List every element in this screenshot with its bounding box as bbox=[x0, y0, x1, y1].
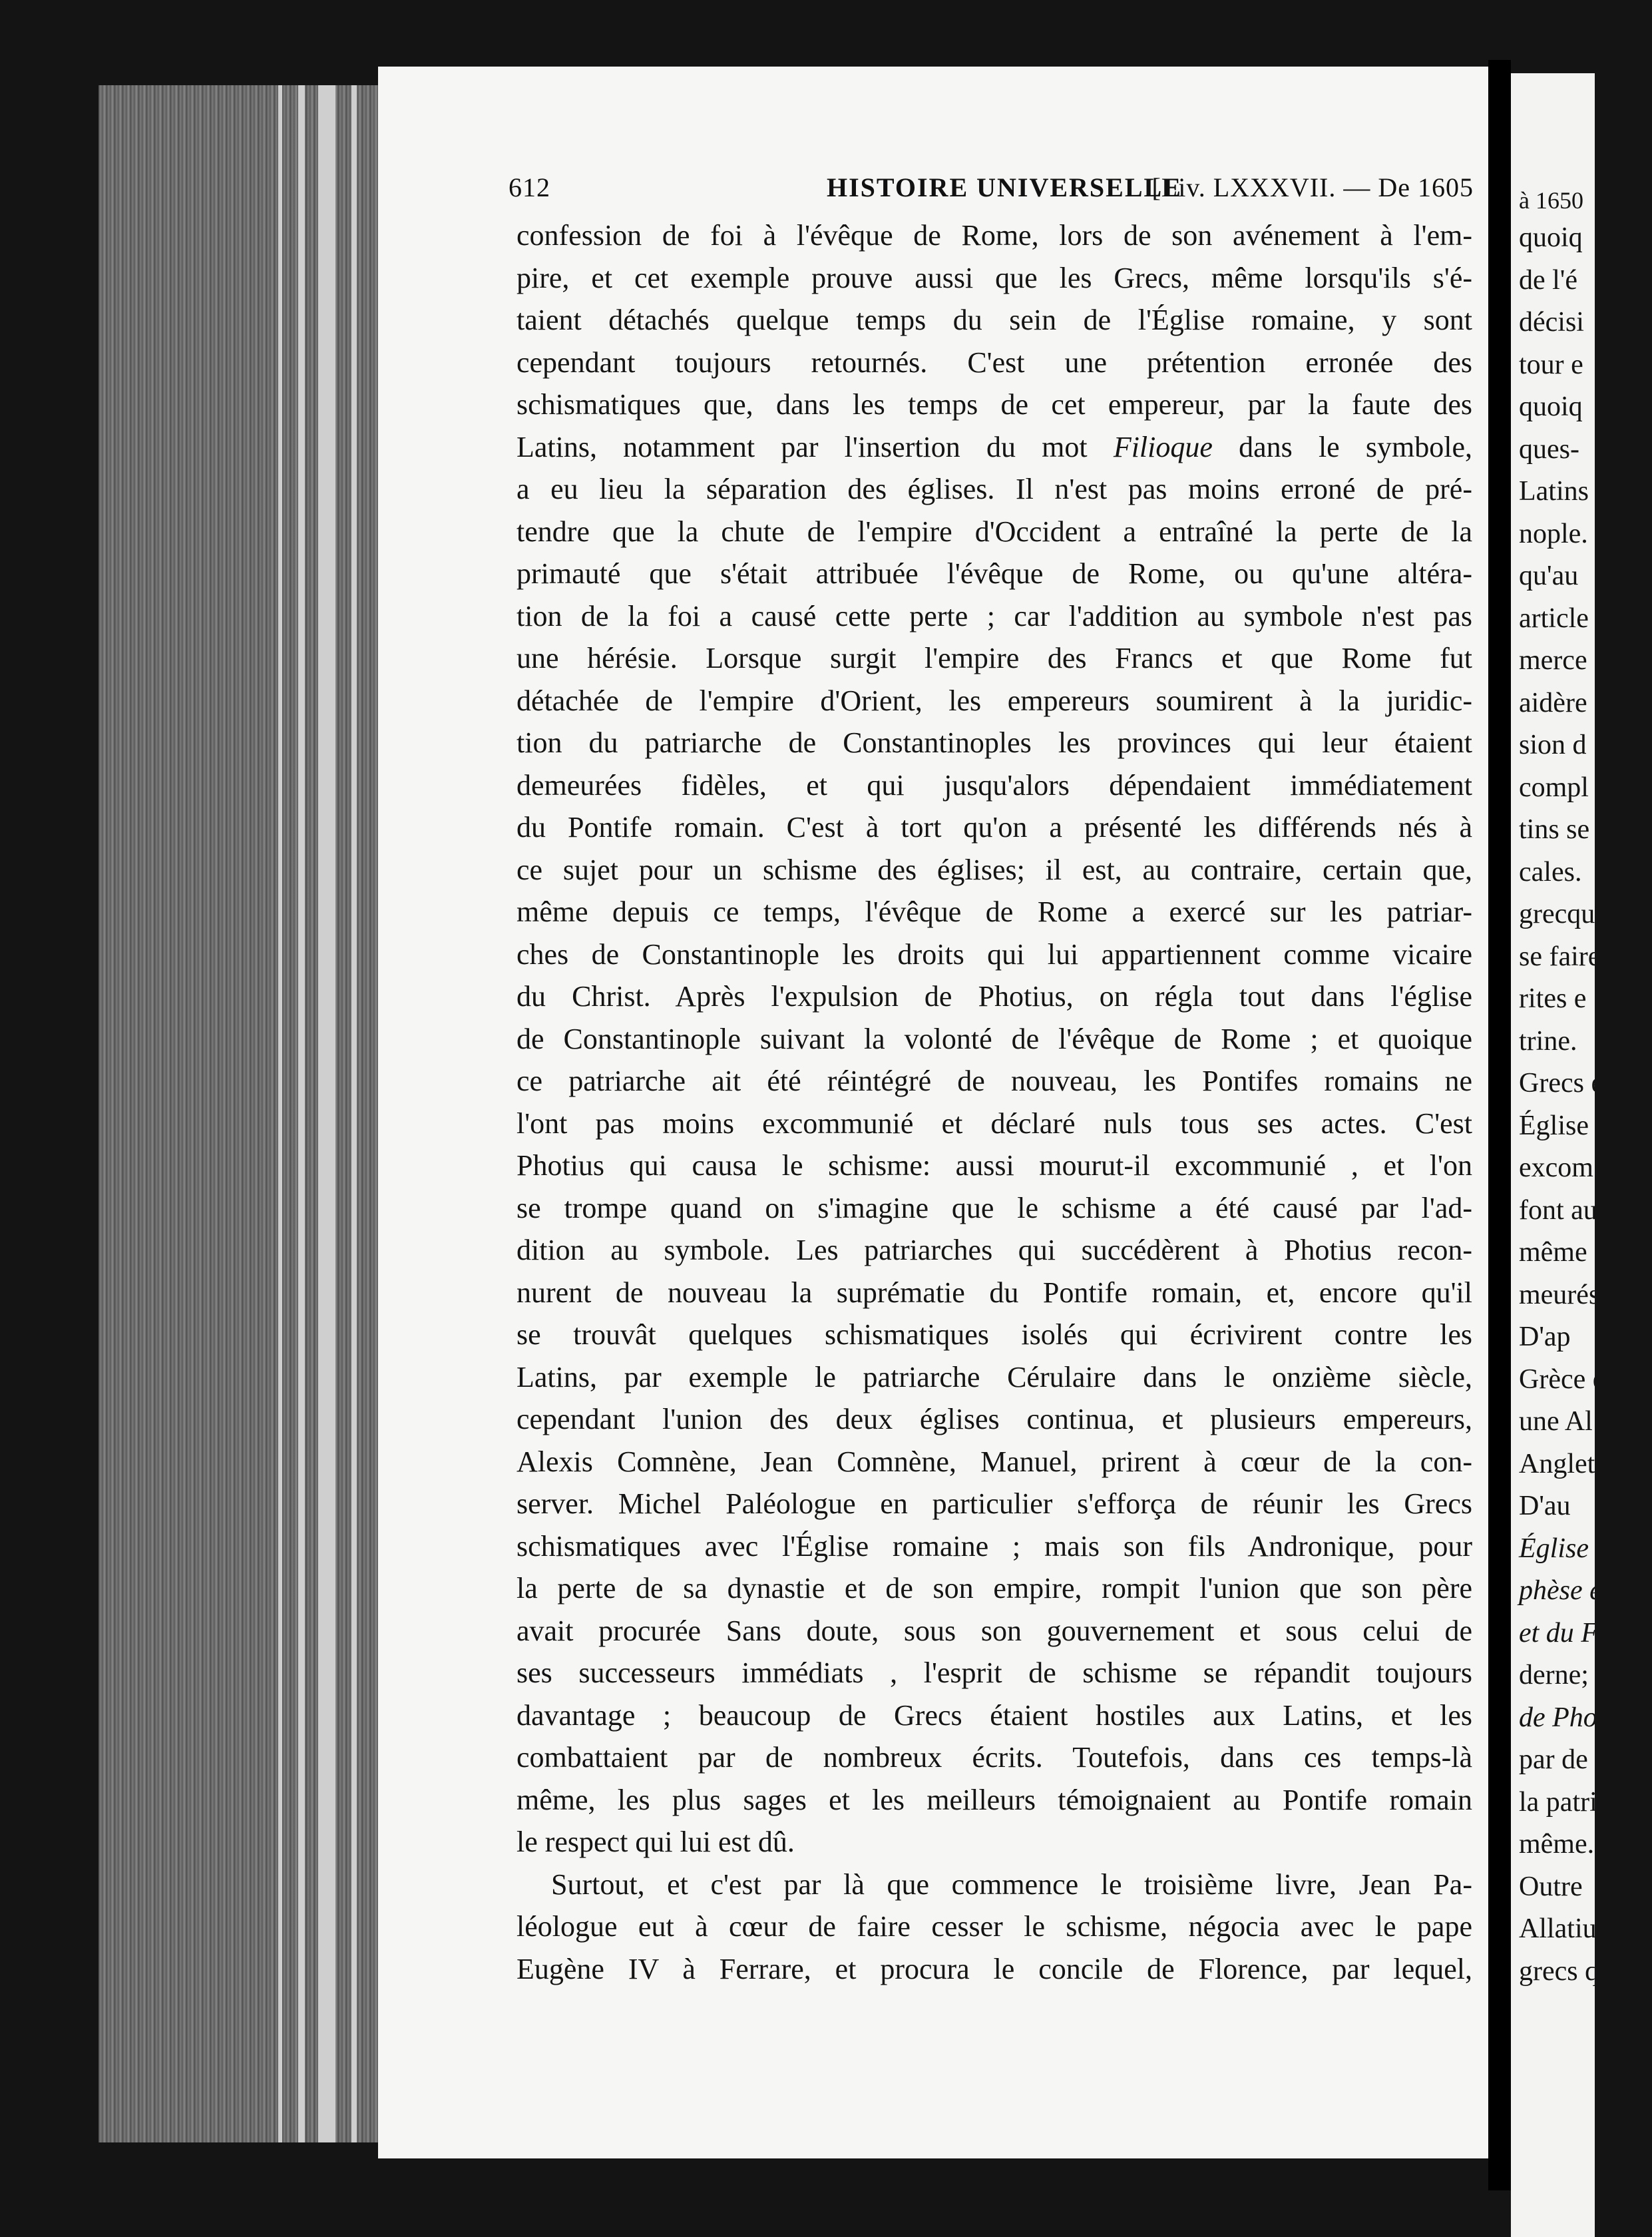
text-line: combattaient par de nombreux écrits. Toutefois, dans ces temps-là bbox=[516, 1741, 1472, 1774]
right-page-line: sion d bbox=[1519, 730, 1587, 760]
right-page-line: Outre bbox=[1519, 1871, 1583, 1902]
text-line: a eu lieu la séparation des églises. Il n'est pas moins erroné de pré- bbox=[516, 473, 1472, 505]
right-page-line: même bbox=[1519, 1237, 1587, 1268]
text-line: Photius qui causa le schisme: aussi mourut-il excommunié , et l'on bbox=[516, 1149, 1472, 1182]
text-line: davantage ; beaucoup de Grecs étaient hostiles aux Latins, et les bbox=[516, 1698, 1472, 1732]
text-line: une hérésie. Lorsque surgit l'empire des Francs et que Rome fut bbox=[516, 642, 1472, 674]
right-page-line: tour e bbox=[1519, 349, 1583, 380]
right-page-line: se faire bbox=[1519, 941, 1601, 972]
text-line: primauté que s'était attribuée l'évêque de Rome, ou qu'une altéra- bbox=[516, 557, 1472, 590]
text-line: même, les plus sages et les meilleurs témoignaient au Pontife romain bbox=[516, 1783, 1472, 1816]
right-page-line: meurés bbox=[1519, 1279, 1600, 1310]
text-line: taient détachés quelque temps du sein de l'Église romaine, y sont bbox=[516, 304, 1472, 336]
text-line: du Pontife romain. C'est à tort qu'on a présenté les différends nés à bbox=[516, 811, 1472, 844]
book-gutter bbox=[1488, 60, 1511, 2190]
text-line: ses successeurs immédiats , l'esprit de schisme se répandit toujours bbox=[516, 1656, 1472, 1689]
text-line: ce sujet pour un schisme des églises; il est, au contraire, certain que, bbox=[516, 853, 1472, 886]
right-page-line: cales. bbox=[1519, 856, 1582, 887]
right-page-line: rites e bbox=[1519, 983, 1587, 1014]
right-page-line: quoiq bbox=[1519, 391, 1583, 422]
text-line: cependant l'union des deux églises continua, et plusieurs empereurs, bbox=[516, 1403, 1472, 1435]
text-line: cependant toujours retournés. C'est une prétention erronée des bbox=[516, 346, 1472, 379]
right-page-line: tins se bbox=[1519, 814, 1590, 845]
right-page-line: grecs q bbox=[1519, 1955, 1599, 1987]
text-line: même depuis ce temps, l'évêque de Rome a exercé sur les patriar- bbox=[516, 895, 1472, 928]
right-page-line: excom bbox=[1519, 1152, 1593, 1183]
right-page-line: phèse e bbox=[1519, 1575, 1602, 1606]
right-page-text bbox=[1519, 180, 1652, 1993]
text-line: Surtout, et c'est par là que commence le troisième livre, Jean Pa- bbox=[551, 1867, 1472, 1901]
text-line: tion du patriarche de Constantinoples les provinces qui leur étaient bbox=[516, 726, 1472, 759]
text-line: Eugène IV à Ferrare, et procura le concile de Florence, par lequel, bbox=[516, 1952, 1472, 1985]
right-page-line: qu'au bbox=[1519, 561, 1579, 591]
book-page-edges bbox=[99, 85, 378, 2142]
right-page-line: quoiq bbox=[1519, 222, 1583, 253]
right-page-line: grecqu bbox=[1519, 899, 1595, 929]
text-line: demeurées fidèles, et qui jusqu'alors dépendaient immédiatement bbox=[516, 768, 1472, 802]
right-page-line: D'ap bbox=[1519, 1322, 1571, 1352]
right-page-line: D'au bbox=[1519, 1491, 1571, 1521]
right-page-line: et du F bbox=[1519, 1617, 1598, 1648]
right-page-line: Allatius bbox=[1519, 1913, 1607, 1944]
right-page-line: merce bbox=[1519, 645, 1587, 676]
right-page-line: Anglete bbox=[1519, 1448, 1607, 1479]
running-title: HISTOIRE UNIVERSELLE bbox=[827, 172, 1182, 202]
right-page-header: à 1650 bbox=[1519, 187, 1583, 214]
right-page-line: décisi bbox=[1519, 307, 1584, 338]
right-page-line: une Al bbox=[1519, 1406, 1593, 1437]
text-line: ce patriarche ait été réintégré de nouveau, les Pontifes romains ne bbox=[516, 1065, 1472, 1097]
text-line: Latins, notamment par l'insertion du mot Filioque dans le symbole, bbox=[516, 430, 1472, 463]
text-line: schismatiques que, dans les temps de cet empereur, par la faute des bbox=[516, 388, 1472, 421]
right-page-line: compl bbox=[1519, 772, 1589, 803]
text-line: la perte de sa dynastie et de son empire, rompit l'union que son père bbox=[516, 1572, 1472, 1605]
right-page-line: de Phot bbox=[1519, 1702, 1605, 1733]
text-line: Latins, par exemple le patriarche Cérulaire dans le onzième siècle, bbox=[516, 1360, 1472, 1393]
text-line: avait procurée Sans doute, sous son gouvernement et sous celui de bbox=[516, 1614, 1472, 1647]
text-line: se trompe quand on s'imagine que le schisme a été causé par l'ad- bbox=[516, 1191, 1472, 1224]
text-line: pire, et cet exemple prouve aussi que les Grecs, même lorsqu'ils s'é- bbox=[516, 261, 1472, 294]
right-page-line: font au bbox=[1519, 1194, 1597, 1226]
text-line: léologue eut à cœur de faire cesser le schisme, négocia avec le pape bbox=[516, 1910, 1472, 1943]
right-page-line: article bbox=[1519, 603, 1589, 634]
right-page-line: Église bbox=[1519, 1533, 1589, 1564]
text-line: du Christ. Après l'expulsion de Photius, on régla tout dans l'église bbox=[516, 980, 1472, 1013]
right-page-line: aidère bbox=[1519, 687, 1587, 718]
text-line: de Constantinople suivant la volonté de l'évêque de Rome ; et quoique bbox=[516, 1022, 1472, 1055]
right-page-line: ques- bbox=[1519, 433, 1579, 465]
right-page-line: de l'é bbox=[1519, 264, 1578, 296]
text-line: se trouvât quelques schismatiques isolés qui écrivirent contre les bbox=[516, 1318, 1472, 1351]
page-number: 612 bbox=[509, 172, 550, 202]
text-line: tendre que la chute de l'empire d'Occident a entraîné la perte de la bbox=[516, 515, 1472, 548]
text-line: détachée de l'empire d'Orient, les empereurs soumirent à la juridic- bbox=[516, 684, 1472, 717]
right-page-line: Église bbox=[1519, 1110, 1589, 1141]
right-page-line: par de bbox=[1519, 1744, 1588, 1775]
text-line: dition au symbole. Les patriarches qui succédèrent à Photius recon- bbox=[516, 1234, 1472, 1266]
text-line: tion de la foi a causé cette perte ; car l'addition au symbole n'est pas bbox=[516, 599, 1472, 632]
text-line: ches de Constantinople les droits qui lui appartiennent comme vicaire bbox=[516, 937, 1472, 971]
text-line: server. Michel Paléologue en particulier s'efforça de réunir les Grecs bbox=[516, 1487, 1472, 1520]
right-page-line: Grecs e bbox=[1519, 1068, 1604, 1099]
right-page-line: la patri bbox=[1519, 1786, 1597, 1818]
running-header bbox=[509, 172, 1474, 208]
right-page-line: Latins bbox=[1519, 476, 1589, 507]
right-page-line: trine. bbox=[1519, 1025, 1577, 1057]
right-page-line: Grèce e bbox=[1519, 1364, 1605, 1395]
right-page-line: derne; bbox=[1519, 1660, 1589, 1690]
text-line: le respect qui lui est dû. bbox=[516, 1826, 795, 1858]
section-reference: [Liv. LXXXVII. — De 1605 bbox=[1151, 172, 1474, 202]
body-text bbox=[516, 214, 1472, 1990]
text-line: confession de foi à l'évêque de Rome, lors de son avénement à l'em- bbox=[516, 219, 1472, 252]
right-page-line: nople. bbox=[1519, 518, 1588, 549]
text-line: nurent de nouveau la suprématie du Pontife romain, et, encore qu'il bbox=[516, 1276, 1472, 1309]
text-line: Alexis Comnène, Jean Comnène, Manuel, prirent à cœur de la con- bbox=[516, 1445, 1472, 1478]
right-page-line: même. bbox=[1519, 1829, 1595, 1860]
text-line: l'ont pas moins excommunié et déclaré nuls tous ses actes. C'est bbox=[516, 1107, 1472, 1140]
text-line: schismatiques avec l'Église romaine ; mais son fils Andronique, pour bbox=[516, 1529, 1472, 1563]
